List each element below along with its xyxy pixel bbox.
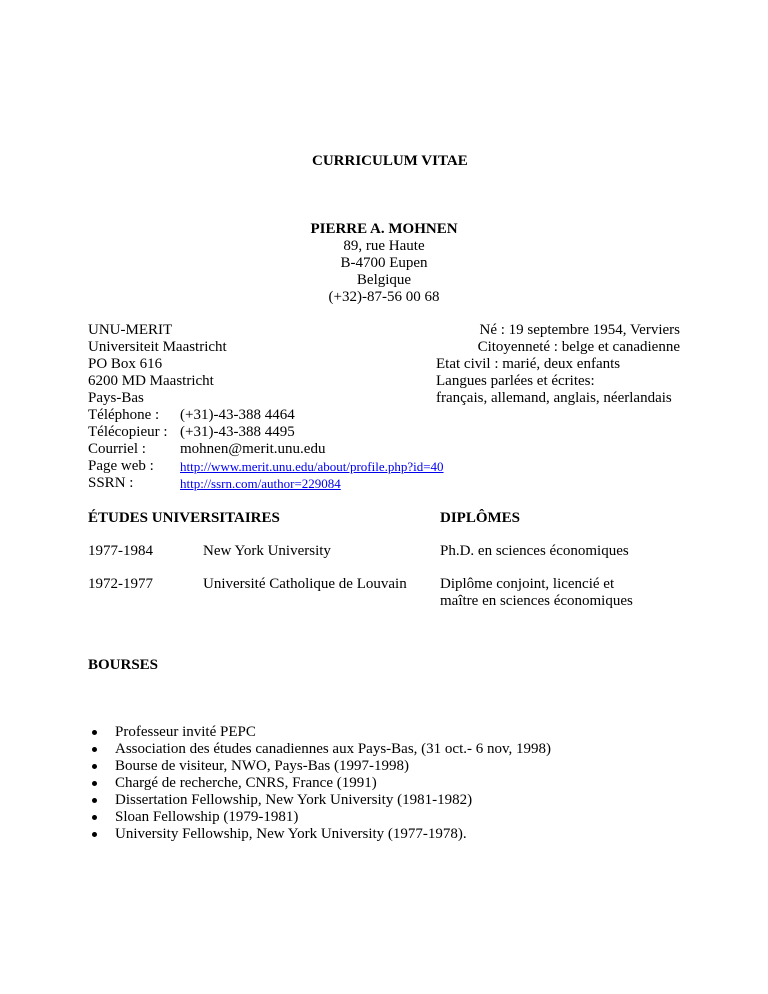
bullet-icon	[92, 781, 97, 786]
telephone-value: (+31)-43-388 4464	[180, 407, 295, 423]
contact-label: Télécopieur :	[88, 424, 168, 440]
bourses-list	[88, 724, 551, 843]
birth-info: Né : 19 septembre 1954, Verviers	[479, 322, 680, 338]
languages-label: Langues parlées et écrites:	[436, 373, 595, 389]
education-heading: ÉTUDES UNIVERSITAIRES	[88, 510, 280, 526]
work-address-line: UNU-MERIT	[88, 322, 173, 338]
bourses-heading: BOURSES	[88, 657, 159, 673]
ssrn-link[interactable]: http://ssrn.com/author=229084	[180, 476, 341, 491]
work-address-line: PO Box 616	[88, 356, 163, 372]
list-item: Association des études canadiennes aux Pays-Bas, (31 oct.- 6 nov, 1998)	[88, 741, 551, 758]
list-item: University Fellowship, New York University (1977-1978).	[88, 826, 551, 843]
education-school: Université Catholique de Louvain	[203, 576, 407, 592]
address-line: Belgique	[356, 272, 412, 288]
contact-label: Page web :	[88, 458, 154, 474]
document-title: CURRICULUM VITAE	[312, 153, 468, 169]
address-line: 89, rue Haute	[343, 238, 425, 254]
bullet-icon	[92, 747, 97, 752]
education-years: 1972-1977	[88, 576, 153, 592]
phone-home: (+32)-87-56 00 68	[328, 289, 440, 305]
bullet-icon	[92, 764, 97, 769]
languages-value: français, allemand, anglais, néerlandais	[436, 390, 672, 406]
education-school: New York University	[203, 543, 331, 559]
education-degree: Ph.D. en sciences économiques	[440, 543, 629, 559]
citizenship-info: Citoyenneté : belge et canadienne	[477, 339, 680, 355]
civil-status: Etat civil : marié, deux enfants	[436, 356, 621, 372]
contact-label: SSRN :	[88, 475, 134, 491]
bullet-icon	[92, 815, 97, 820]
email-value: mohnen@merit.unu.edu	[180, 441, 326, 457]
list-item: Professeur invité PEPC	[88, 724, 551, 741]
bullet-icon	[92, 798, 97, 803]
bullet-icon	[92, 832, 97, 837]
address-line: B-4700 Eupen	[340, 255, 428, 271]
webpage-link[interactable]: http://www.merit.unu.edu/about/profile.php?id=40	[180, 459, 444, 474]
education-degree-line2: maître en sciences économiques	[440, 593, 633, 609]
education-years: 1977-1984	[88, 543, 153, 559]
work-address-line: 6200 MD Maastricht	[88, 373, 214, 389]
person-name: PIERRE A. MOHNEN	[310, 221, 458, 237]
education-degree: Diplôme conjoint, licencié et	[440, 576, 615, 592]
list-item: Bourse de visiteur, NWO, Pays-Bas (1997-1998)	[88, 758, 551, 775]
list-item: Chargé de recherche, CNRS, France (1991)	[88, 775, 551, 792]
contact-label: Courriel :	[88, 441, 146, 457]
list-item: Sloan Fellowship (1979-1981)	[88, 809, 551, 826]
list-item: Dissertation Fellowship, New York University (1981-1982)	[88, 792, 551, 809]
work-address-line: Universiteit Maastricht	[88, 339, 227, 355]
diplomas-heading: DIPLÔMES	[440, 510, 521, 526]
bullet-icon	[92, 730, 97, 735]
contact-label: Téléphone :	[88, 407, 160, 423]
work-address-line: Pays-Bas	[88, 390, 144, 406]
fax-value: (+31)-43-388 4495	[180, 424, 295, 440]
